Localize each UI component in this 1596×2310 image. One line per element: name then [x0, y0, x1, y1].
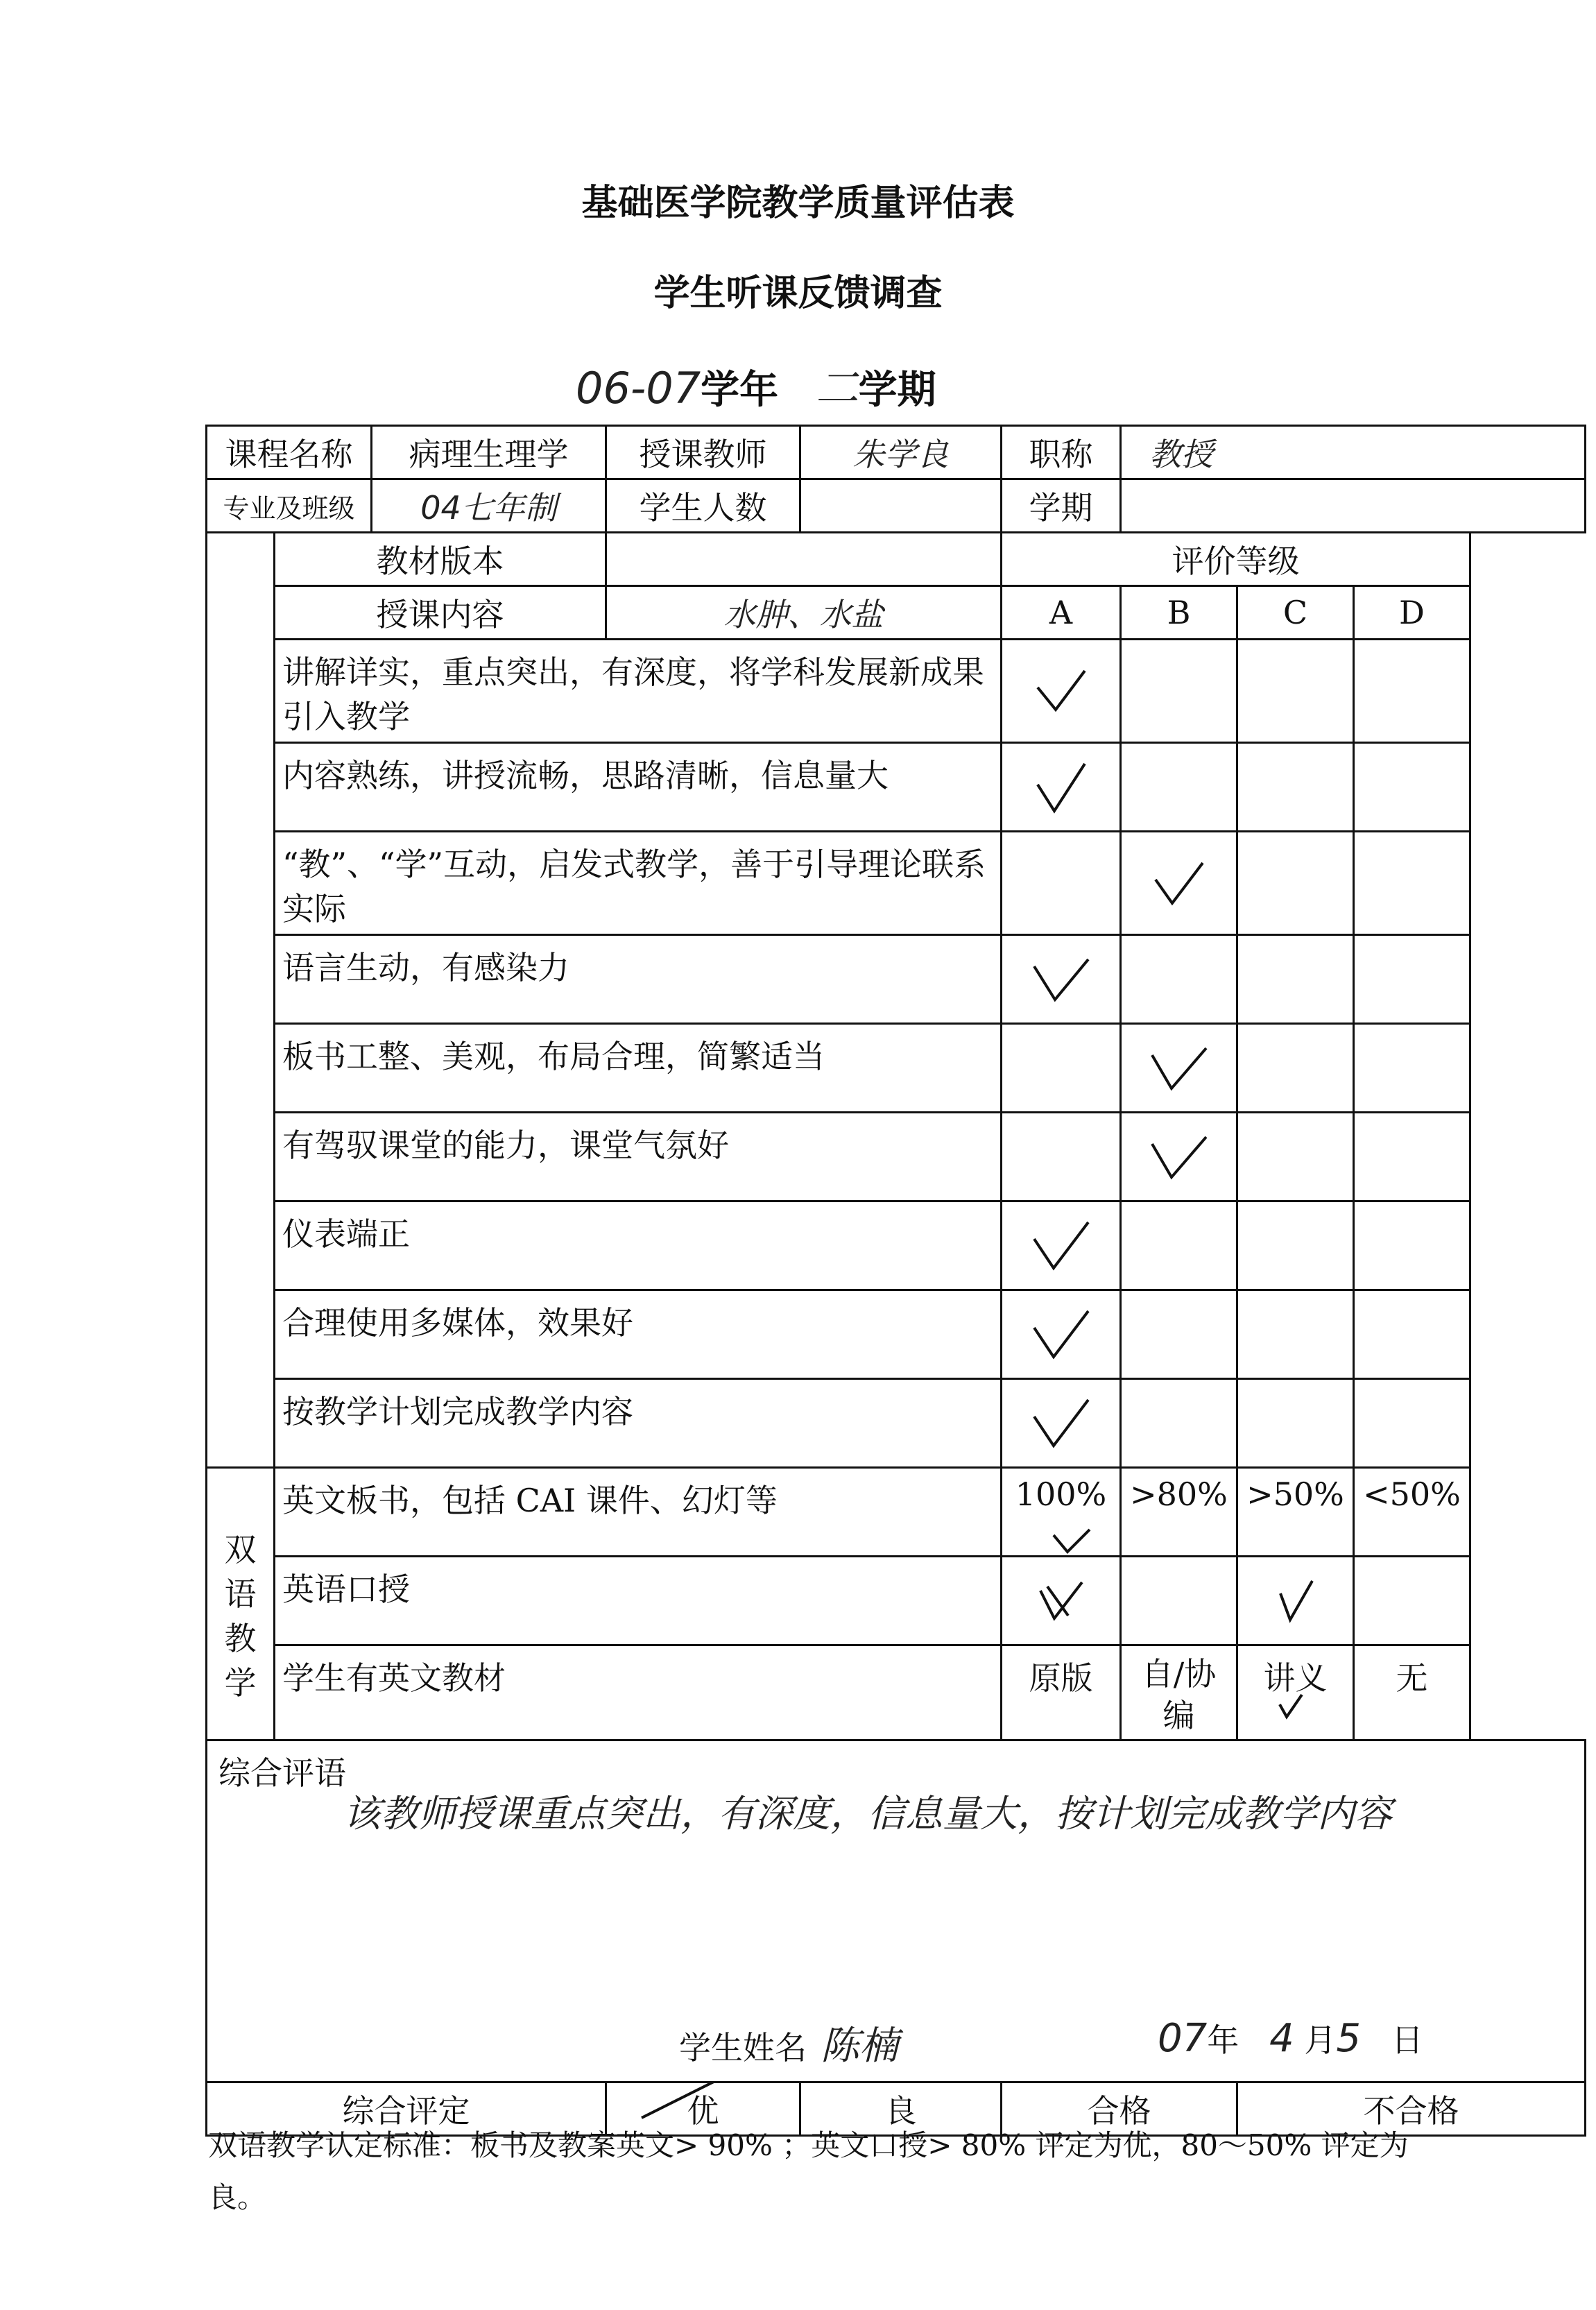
checkmark-icon	[1030, 1396, 1092, 1451]
criteria-row	[207, 832, 1586, 935]
grade-c-cell[interactable]	[1237, 1113, 1354, 1201]
bilingual-label: 双语教学	[224, 1531, 257, 1702]
bilingual-option-cell[interactable]	[1002, 1468, 1121, 1557]
grade-b-cell[interactable]	[1121, 1024, 1237, 1113]
bilingual-option: 讲义	[1263, 1659, 1328, 1697]
checkmark-icon	[1051, 1527, 1092, 1555]
grade-c-cell[interactable]	[1237, 935, 1354, 1024]
date-year-label: 年	[1207, 2021, 1239, 2059]
bilingual-option: 原版	[1029, 1659, 1093, 1697]
academic-year-value: 06-07	[576, 363, 701, 413]
grade-c-cell[interactable]	[1237, 640, 1354, 743]
content-value: 水肿、水盐	[606, 586, 1002, 640]
grade-a-cell[interactable]	[1002, 1024, 1121, 1113]
bilingual-option: <50%	[1363, 1475, 1461, 1513]
course-label: 课程名称	[207, 426, 372, 479]
info-row-1	[207, 426, 1586, 479]
class-value: 04七年制	[372, 479, 606, 533]
checkmark-icon	[1033, 667, 1089, 715]
academic-year-line	[576, 354, 936, 416]
footnote: 双语教学认定标准：板书及教案英文> 90% ；英文口授> 80% 评定为优，80～50% 评定为良。	[208, 2128, 1409, 2214]
comment-label: 综合评语	[218, 1754, 346, 1792]
grade-c-cell[interactable]	[1237, 832, 1354, 935]
bilingual-row	[207, 1645, 1586, 1740]
bilingual-row	[207, 1468, 1586, 1557]
grade-b-cell[interactable]	[1121, 743, 1237, 832]
checkmark-icon	[1275, 1577, 1316, 1625]
grade-b-cell[interactable]	[1121, 1379, 1237, 1468]
grade-a-cell[interactable]	[1002, 935, 1121, 1024]
bilingual-option-cell[interactable]	[1237, 1557, 1354, 1645]
grade-a-cell[interactable]	[1002, 640, 1121, 743]
grade-d-cell[interactable]	[1354, 1113, 1470, 1201]
checkmark-icon	[1148, 1133, 1210, 1181]
criteria-row	[207, 1201, 1586, 1290]
date-month: 4	[1269, 2016, 1294, 2061]
bilingual-option-cell[interactable]	[1121, 1557, 1237, 1645]
criteria-row	[207, 935, 1586, 1024]
grade-a-header: A	[1002, 586, 1121, 640]
term-field-label: 学期	[1002, 479, 1121, 533]
grade-b-cell[interactable]	[1121, 640, 1237, 743]
grade-b-header: B	[1121, 586, 1237, 640]
grade-b-cell[interactable]	[1121, 935, 1237, 1024]
criteria-text: 仪表端正	[275, 1201, 1002, 1290]
grade-c-cell[interactable]	[1237, 743, 1354, 832]
selection-mark-icon	[635, 2082, 746, 2125]
bilingual-option: >50%	[1246, 1475, 1344, 1513]
criteria-text: “教”、“学”互动，启发式教学，善于引导理论联系实际	[275, 832, 1002, 935]
class-label: 专业及班级	[207, 479, 372, 533]
bilingual-text: 英语口授	[275, 1557, 1002, 1645]
grade-a-cell[interactable]	[1002, 832, 1121, 935]
term-field-value	[1121, 479, 1586, 533]
criteria-text: 按教学计划完成教学内容	[275, 1379, 1002, 1468]
scribbled-check-icon	[1033, 1577, 1089, 1625]
signature-date	[1158, 2015, 1423, 2061]
grade-a-cell[interactable]	[1002, 1113, 1121, 1201]
students-label: 学生人数	[606, 479, 800, 533]
grade-a-cell[interactable]	[1002, 1290, 1121, 1379]
academic-year-label: 学年	[701, 367, 779, 413]
bilingual-option-cell[interactable]	[1002, 1645, 1121, 1740]
date-day: 5	[1336, 2016, 1362, 2061]
grade-a-cell[interactable]	[1002, 1379, 1121, 1468]
bilingual-row	[207, 1557, 1586, 1645]
textbook-label: 教材版本	[275, 533, 606, 586]
grade-c-header: C	[1237, 586, 1354, 640]
criteria-row	[207, 640, 1586, 743]
criteria-row	[207, 1379, 1586, 1468]
grade-d-cell[interactable]	[1354, 1290, 1470, 1379]
term-value: 二	[815, 363, 859, 413]
content-label: 授课内容	[275, 586, 606, 640]
grade-b-cell[interactable]	[1121, 1113, 1237, 1201]
grade-c-cell[interactable]	[1237, 1024, 1354, 1113]
checkmark-icon	[1151, 859, 1207, 907]
grade-d-header: D	[1354, 586, 1470, 640]
bilingual-option-cell[interactable]	[1121, 1645, 1237, 1740]
teacher-label: 授课教师	[606, 426, 800, 479]
criteria-row	[207, 1290, 1586, 1379]
checkmark-icon	[1277, 1692, 1305, 1720]
checkmark-icon	[1030, 1307, 1092, 1362]
title-value: 教授	[1121, 426, 1586, 479]
term-label: 学期	[858, 367, 936, 413]
grade-d-cell[interactable]	[1354, 935, 1470, 1024]
comment-cell[interactable]	[207, 1740, 1586, 2082]
criteria-text: 板书工整、美观，布局合理，简繁适当	[275, 1024, 1002, 1113]
form-subtitle: 学生听课反馈调查	[653, 272, 943, 314]
info-row-2	[207, 479, 1586, 533]
grade-b-cell[interactable]	[1121, 1290, 1237, 1379]
checkmark-icon	[1030, 1218, 1092, 1274]
date-month-label: 月	[1304, 2021, 1337, 2059]
bilingual-text: 英文板书，包括 CAI 课件、幻灯等	[275, 1468, 1002, 1557]
bilingual-option: 100%	[1015, 1475, 1107, 1513]
criteria-text: 内容熟练，讲授流畅，思路清晰，信息量大	[275, 743, 1002, 832]
comment-row	[207, 1740, 1586, 2082]
students-value	[800, 479, 1002, 533]
bilingual-option-cell[interactable]	[1121, 1468, 1237, 1557]
checkmark-icon	[1033, 760, 1089, 815]
comment-text: 该教师授课重点突出，有深度，信息量大，按计划完成教学内容	[343, 1792, 1392, 1836]
bilingual-label-cell	[207, 1468, 275, 1740]
grade-a-cell[interactable]	[1002, 743, 1121, 832]
criteria-row	[207, 1024, 1586, 1113]
grade-d-cell[interactable]	[1354, 1024, 1470, 1113]
course-value: 病理生理学	[372, 426, 606, 479]
criteria-text: 有驾驭课堂的能力，课堂气氛好	[275, 1113, 1002, 1201]
criteria-row	[207, 743, 1586, 832]
criteria-text: 合理使用多媒体，效果好	[275, 1290, 1002, 1379]
title-label: 职称	[1002, 426, 1121, 479]
grade-header: 评价等级	[1002, 533, 1470, 586]
student-label: 学生姓名	[679, 2029, 807, 2067]
bilingual-option-cell[interactable]	[1237, 1468, 1354, 1557]
textbook-row	[207, 533, 1586, 586]
bilingual-option-cell[interactable]	[1354, 1468, 1470, 1557]
grade-c-cell[interactable]	[1237, 1379, 1354, 1468]
grade-a-cell[interactable]	[1002, 1201, 1121, 1290]
overall-option: 优	[687, 2092, 719, 2130]
grade-c-cell[interactable]	[1237, 1290, 1354, 1379]
grade-d-cell[interactable]	[1354, 1201, 1470, 1290]
evaluation-table	[205, 425, 1586, 2137]
grade-d-cell[interactable]	[1354, 743, 1470, 832]
teacher-value: 朱学良	[800, 426, 1002, 479]
overall-option: 不合格	[1363, 2092, 1459, 2130]
bilingual-option-cell[interactable]	[1354, 1645, 1470, 1740]
grade-d-cell[interactable]	[1354, 640, 1470, 743]
bilingual-option-cell[interactable]	[1237, 1645, 1354, 1740]
overall-option: 良	[884, 2092, 917, 2130]
grade-b-cell[interactable]	[1121, 832, 1237, 935]
grade-b-cell[interactable]	[1121, 1201, 1237, 1290]
bilingual-option-cell[interactable]	[1354, 1557, 1470, 1645]
grade-d-cell[interactable]	[1354, 832, 1470, 935]
content-row	[207, 586, 1586, 640]
overall-label: 综合评定	[207, 2082, 606, 2136]
checkmark-icon	[1030, 955, 1092, 1004]
bilingual-option: 自/协编	[1141, 1655, 1217, 1734]
form-title: 基础医学院教学质量评估表	[581, 182, 1015, 224]
criteria-side-cell	[207, 533, 275, 1468]
bilingual-text: 学生有英文教材	[275, 1645, 1002, 1740]
student-name: 陈楠	[821, 2024, 898, 2069]
bilingual-option: 无	[1396, 1659, 1428, 1697]
criteria-text: 语言生动，有感染力	[275, 935, 1002, 1024]
bilingual-option-cell[interactable]	[1002, 1557, 1121, 1645]
overall-option: 合格	[1087, 2092, 1151, 2130]
checkmark-icon	[1148, 1044, 1210, 1093]
grade-c-cell[interactable]	[1237, 1201, 1354, 1290]
criteria-text: 讲解详实，重点突出，有深度，将学科发展新成果引入教学	[275, 640, 1002, 743]
date-year: 07	[1158, 2016, 1208, 2061]
student-signature	[679, 2015, 898, 2071]
date-day-label: 日	[1391, 2021, 1423, 2059]
bilingual-option: >80%	[1130, 1475, 1228, 1513]
criteria-row	[207, 1113, 1586, 1201]
textbook-value	[606, 533, 1002, 586]
grade-d-cell[interactable]	[1354, 1379, 1470, 1468]
